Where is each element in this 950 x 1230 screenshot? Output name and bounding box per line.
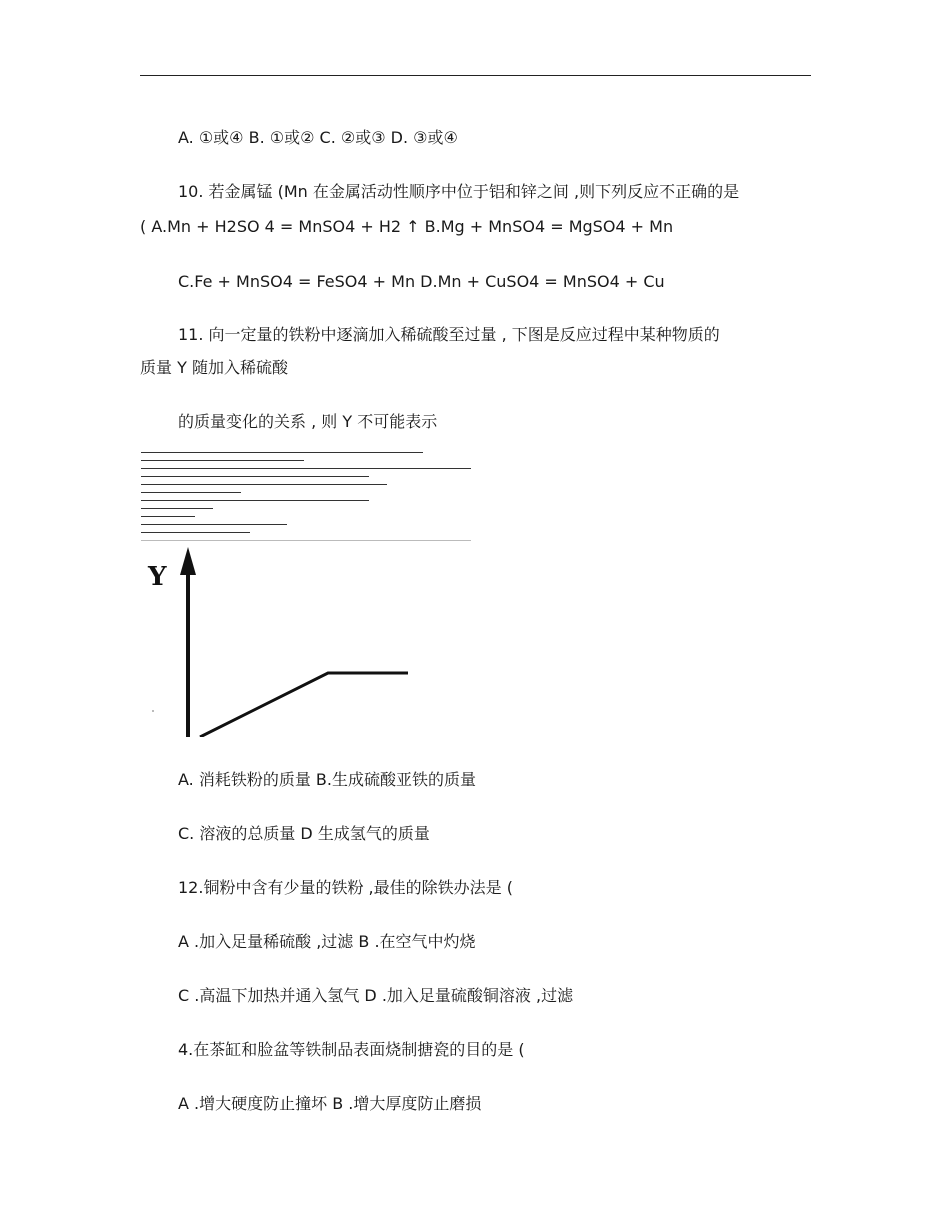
y-axis-arrow-icon bbox=[180, 547, 196, 575]
q11-stem-1: 11. 向一定量的铁粉中逐滴加入稀硫酸至过量 , 下图是反应过程中某种物质的 bbox=[178, 325, 720, 344]
q9-options: A. ①或④ B. ①或② C. ②或③ D. ③或④ bbox=[178, 128, 458, 147]
q10-options-cd: C.Fe + MnSO4 = FeSO4 + Mn D.Mn + CuSO4 = MnSO4 + Cu bbox=[178, 272, 665, 291]
q11-options-ab: A. 消耗铁粉的质量 B.生成硫酸亚铁的质量 bbox=[178, 770, 476, 789]
q11-stem-3: 的质量变化的关系 , 则 Y 不可能表示 bbox=[178, 412, 438, 431]
q10-stem: 10. 若金属锰 (Mn 在金属活动性顺序中位于铝和锌之间 ,则下列反应不正确的是 bbox=[178, 182, 740, 201]
data-curve bbox=[200, 673, 408, 737]
q10-options-ab: ( A.Mn + H2SO 4 = MnSO4 + H2 ↑ B.Mg + MnSO4 = MgSO4 + Mn bbox=[140, 217, 674, 236]
q4-options-ab: A .增大硬度防止撞坏 B .增大厚度防止磨损 bbox=[178, 1094, 482, 1113]
q11-options-cd: C. 溶液的总质量 D 生成氢气的质量 bbox=[178, 824, 430, 843]
scan-artifact-lines bbox=[141, 450, 476, 545]
q12-stem: 12.铜粉中含有少量的铁粉 ,最佳的除铁办法是 ( bbox=[178, 878, 513, 897]
q12-options-ab: A .加入足量稀硫酸 ,过滤 B .在空气中灼烧 bbox=[178, 932, 476, 951]
mass-graph bbox=[140, 545, 440, 737]
q4-stem: 4.在茶缸和脸盆等铁制品表面烧制搪瓷的目的是 ( bbox=[178, 1040, 525, 1059]
q11-stem-2: 质量 Y 随加入稀硫酸 bbox=[140, 358, 288, 377]
y-axis-label: Y bbox=[148, 562, 167, 592]
q12-options-cd: C .高温下加热并通入氢气 D .加入足量硫酸铜溶液 ,过滤 bbox=[178, 986, 574, 1005]
header-rule bbox=[140, 75, 811, 76]
